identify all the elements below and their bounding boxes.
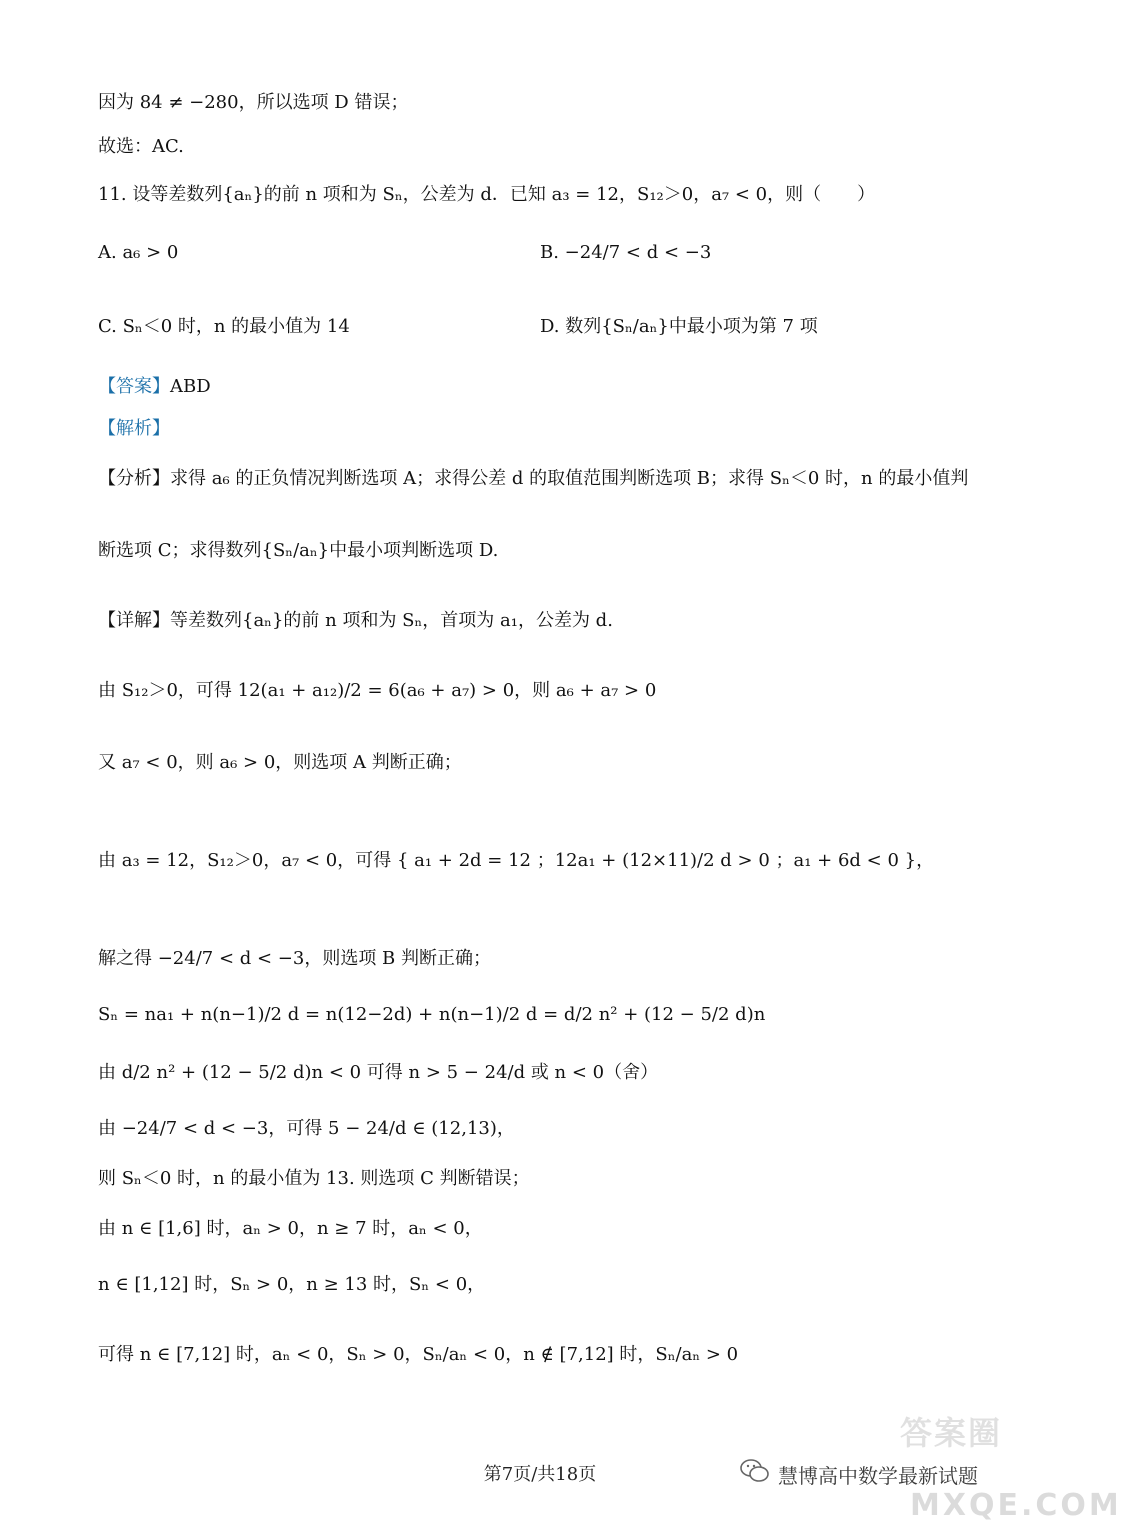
answer-tag: 【答案】 [98,376,170,397]
solution-step: 则 Sₙ＜0 时，n 的最小值为 13. 则选项 C 判断错误； [98,1168,530,1189]
wechat-icon [740,1458,770,1489]
detail-intro: 【详解】等差数列{aₙ}的前 n 项和为 Sₙ，首项为 a₁，公差为 d. [98,610,613,631]
solution-step: 由 S₁₂＞0，可得 12(a₁ + a₁₂)/2 = 6(a₆ + a₇) > 0，则 a₆ + a₇ > 0 [98,680,657,701]
watermark-logo: 答案圈 [900,1414,1003,1452]
answer-value: ABD [170,376,211,397]
question-stem: 11. 设等差数列{aₙ}的前 n 项和为 Sₙ，公差为 d．已知 a₃ = 12，S₁₂＞0，a₇ < 0，则（ ） [98,184,876,205]
analysis-text: 断选项 C；求得数列{Sₙ/aₙ}中最小项判断选项 D. [98,540,499,561]
solution-step: 解之得 −24/7 < d < −3，则选项 B 判断正确； [98,948,492,969]
option-a: A. a₆ > 0 [98,242,179,263]
solution-step: 由 d/2 n² + (12 − 5/2 d)n < 0 可得 n > 5 − 24/d 或 n < 0（舍） [98,1062,659,1083]
watermark-site: MXQE.COM [910,1488,1122,1523]
page-number: 第7页/共18页 [483,1464,597,1485]
option-d: D. 数列{Sₙ/aₙ}中最小项为第 7 项 [540,316,818,337]
text-line: 因为 84 ≠ −280，所以选项 D 错误； [98,92,409,113]
solution-step: 可得 n ∈ [7,12] 时，aₙ < 0，Sₙ > 0，Sₙ/aₙ < 0，n ∉ [7,12] 时，Sₙ/aₙ > 0 [98,1344,739,1365]
text-line: 故选：AC. [98,136,184,157]
answer-line [98,376,1020,399]
solution-step: 由 −24/7 < d < −3，可得 5 − 24/d ∈ (12,13)， [98,1118,515,1139]
watermark-channel: 慧博高中数学最新试题 [778,1464,978,1488]
solution-step: 由 n ∈ [1,6] 时，aₙ > 0，n ≥ 7 时，aₙ < 0， [98,1218,483,1239]
solution-step: 又 a₇ < 0，则 a₆ > 0，则选项 A 判断正确； [98,752,462,773]
solution-step: 由 a₃ = 12，S₁₂＞0，a₇ < 0，可得 { a₁ + 2d = 12 ；12a₁ + (12×11)/2 d > 0 ；a₁ + 6d < 0 }， [98,850,935,871]
solution-step: n ∈ [1,12] 时，Sₙ > 0，n ≥ 13 时，Sₙ < 0， [98,1274,486,1295]
option-b: B. −24/7 < d < −3 [540,242,712,263]
option-c: C. Sₙ＜0 时，n 的最小值为 14 [98,316,350,337]
solution-step: Sₙ = na₁ + n(n−1)/2 d = n(12−2d) + n(n−1)/2 d = d/2 n² + (12 − 5/2 d)n [98,1004,766,1025]
analysis-tag: 【解析】 [98,418,170,439]
analysis-text: 【分析】求得 a₆ 的正负情况判断选项 A；求得公差 d 的取值范围判断选项 B；求得 Sₙ＜0 时，n 的最小值判 [98,468,969,489]
